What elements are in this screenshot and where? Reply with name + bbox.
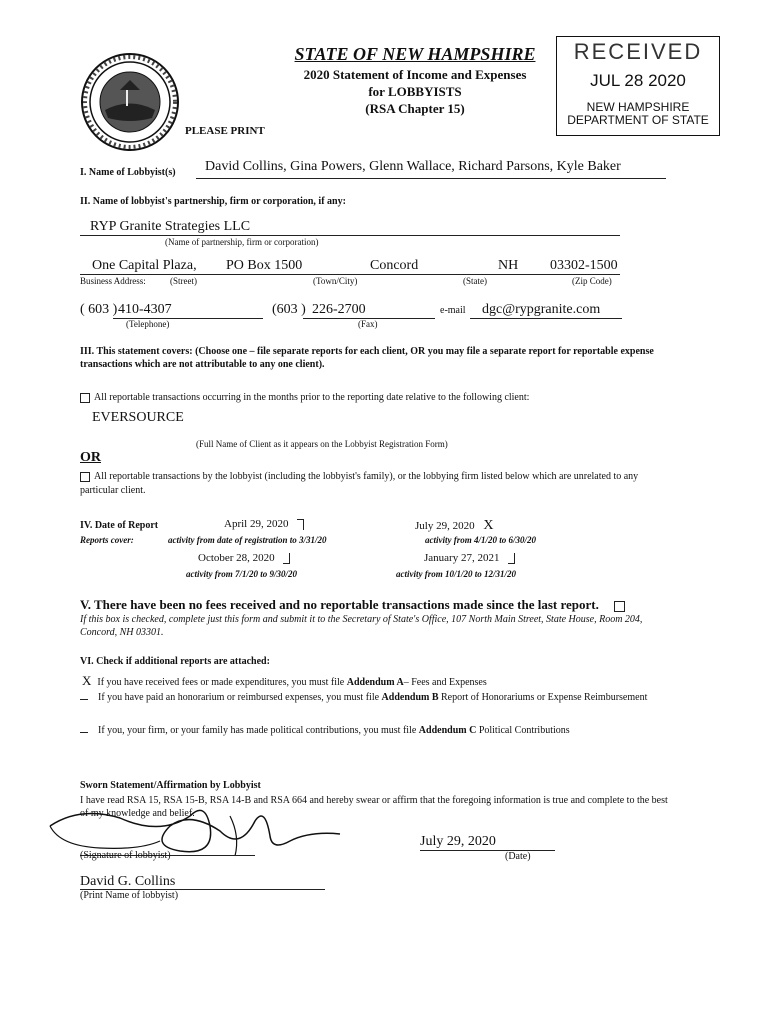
state-field[interactable]: NH: [498, 258, 519, 273]
tel-prefix: ( 603 ): [80, 302, 118, 317]
street-caption: (Street): [170, 276, 197, 286]
addendum-b-name: Addendum B: [381, 692, 439, 703]
reports-cover-label: Reports cover:: [80, 535, 134, 545]
report-date-3: [198, 552, 290, 564]
addendum-c-name: Addendum C: [418, 725, 477, 736]
addendum-c-pre: If you, your firm, or your family has made political contributions, you must file: [98, 725, 417, 736]
state-seal-icon: [80, 52, 180, 152]
addendum-a-post: – Fees and Expenses: [403, 677, 487, 688]
stamp-line1: NEW HAMPSHIRE: [586, 100, 690, 114]
tel-caption: (Telephone): [126, 319, 170, 329]
form-subtitle-1: 2020 Statement of Income and Expenses: [303, 67, 527, 82]
stamp-line2: DEPARTMENT OF STATE: [567, 113, 709, 127]
report-date-3-text: October 28, 2020: [198, 552, 275, 564]
addendum-b-box[interactable]: [80, 693, 88, 700]
section5-note: If this box is checked, complete just this form and submit it to the Secretary of State's Office, 107 North Main Street, State House, Room 204, Concord, NH 03301.: [80, 614, 643, 638]
form-subtitle-3: (RSA Chapter 15): [365, 101, 465, 116]
section1-label: I. Name of Lobbyist(s): [80, 167, 176, 178]
fax-field[interactable]: 226-2700: [312, 302, 366, 317]
addendum-b-row: [80, 691, 680, 705]
section5-label: V. There have been no fees received and no reportable transactions made since the last report.: [80, 597, 599, 612]
report-date-2-text: July 29, 2020: [415, 520, 475, 532]
report-activity-2: activity from 4/1/20 to 6/30/20: [425, 535, 536, 545]
received-stamp: [556, 36, 720, 136]
business-caption: Business Address:: [80, 276, 146, 286]
section6-label: VI. Check if additional reports are attached:: [80, 656, 270, 667]
or-label: OR: [80, 450, 101, 465]
lobbyist-names-field[interactable]: David Collins, Gina Powers, Glenn Wallace, Richard Parsons, Kyle Baker: [205, 159, 621, 174]
option-client-checkbox[interactable]: [80, 393, 90, 403]
report-activity-1: activity from date of registration to 3/31/20: [168, 535, 327, 545]
form-subtitle-2: for LOBBYISTS: [368, 84, 462, 99]
addendum-b-pre: If you have paid an honorarium or reimbursed expenses, you must file: [98, 692, 380, 703]
report-date-2-mark[interactable]: X: [483, 518, 494, 533]
signature-caption: (Signature of lobbyist): [80, 850, 171, 861]
state-caption: (State): [463, 276, 487, 286]
option-unrelated-checkbox[interactable]: [80, 472, 90, 482]
addendum-a-pre: If you have received fees or made expenditures, you must file: [97, 677, 345, 688]
section5-row: [80, 597, 700, 613]
section5-checkbox[interactable]: [614, 601, 625, 612]
stamp-date: JUL 28 2020: [590, 71, 686, 90]
report-date-1-text: April 29, 2020: [224, 518, 289, 530]
report-date-1-box[interactable]: [297, 519, 304, 530]
email-field[interactable]: dgc@rypgranite.com: [482, 302, 601, 317]
zip-caption: (Zip Code): [572, 276, 612, 286]
section2-label: II. Name of lobbyist's partnership, firm or corporation, if any:: [80, 196, 346, 207]
client-caption: (Full Name of Client as it appears on the Lobbyist Registration Form): [196, 439, 448, 449]
sworn-label: Sworn Statement/Affirmation by Lobbyist: [80, 780, 261, 791]
report-activity-3: activity from 7/1/20 to 9/30/20: [186, 569, 297, 579]
street-field[interactable]: One Capital Plaza,: [92, 258, 197, 273]
section4-label: IV. Date of Report: [80, 520, 159, 531]
sign-date-caption: (Date): [505, 851, 531, 862]
report-date-2: [415, 518, 493, 534]
option-client-text: All reportable transactions occurring in the months prior to the reporting date relative to the following client:: [94, 392, 530, 403]
option-unrelated-text: All reportable transactions by the lobbyist (including the lobbyist's family), or the lobbying firm listed below which are unrelated to any particular client.: [80, 471, 639, 496]
form-title: STATE OF NEW HAMPSHIRE: [294, 44, 536, 64]
report-date-4-text: January 27, 2021: [424, 552, 500, 564]
pobox-field[interactable]: PO Box 1500: [226, 258, 303, 273]
client-name-field[interactable]: EVERSOURCE: [92, 410, 184, 425]
firm-name-field[interactable]: RYP Granite Strategies LLC: [90, 219, 251, 234]
town-field[interactable]: Concord: [370, 258, 419, 273]
option-client-row: [80, 392, 680, 403]
print-name-field[interactable]: David G. Collins: [80, 874, 176, 889]
report-date-3-box[interactable]: [283, 553, 290, 564]
firm-caption: (Name of partnership, firm or corporation): [165, 237, 319, 247]
please-print: PLEASE PRINT: [185, 125, 265, 137]
fax-prefix: (603 ): [272, 302, 306, 317]
option-unrelated-row: [80, 470, 670, 498]
zip-field[interactable]: 03302-1500: [550, 258, 618, 273]
addendum-c-post: Political Contributions: [478, 725, 570, 736]
addendum-c-row: [80, 725, 690, 736]
addendum-b-post: Report of Honorariums or Expense Reimbursement: [441, 692, 648, 703]
addendum-a-name: Addendum A: [346, 677, 404, 688]
report-date-4-box[interactable]: [508, 553, 515, 564]
report-date-4: [424, 552, 515, 564]
report-activity-4: activity from 10/1/20 to 12/31/20: [396, 569, 516, 579]
telephone-field[interactable]: 410-4307: [118, 302, 172, 317]
email-label: e-mail: [440, 305, 466, 316]
fax-caption: (Fax): [358, 319, 378, 329]
sign-date-field[interactable]: July 29, 2020: [420, 834, 496, 849]
town-caption: (Town/City): [313, 276, 358, 286]
print-name-caption: (Print Name of lobbyist): [80, 890, 179, 901]
report-date-1: [224, 518, 304, 530]
sworn-text: I have read RSA 15, RSA 15-B, RSA 14-B and RSA 664 and hereby swear or affirm that the foregoing information is true and complete to the best of my knowledge and belief.: [80, 795, 668, 819]
addendum-c-box[interactable]: [80, 726, 88, 733]
stamp-received: RECEIVED: [573, 39, 703, 64]
addendum-a-mark[interactable]: X: [82, 673, 92, 688]
addendum-a-row: [82, 673, 682, 689]
section3-label: III. This statement covers: (Choose one – file separate reports for each client, OR you may file a separate report for reportable expense transactions which are not attributable to any one client).: [80, 346, 654, 370]
